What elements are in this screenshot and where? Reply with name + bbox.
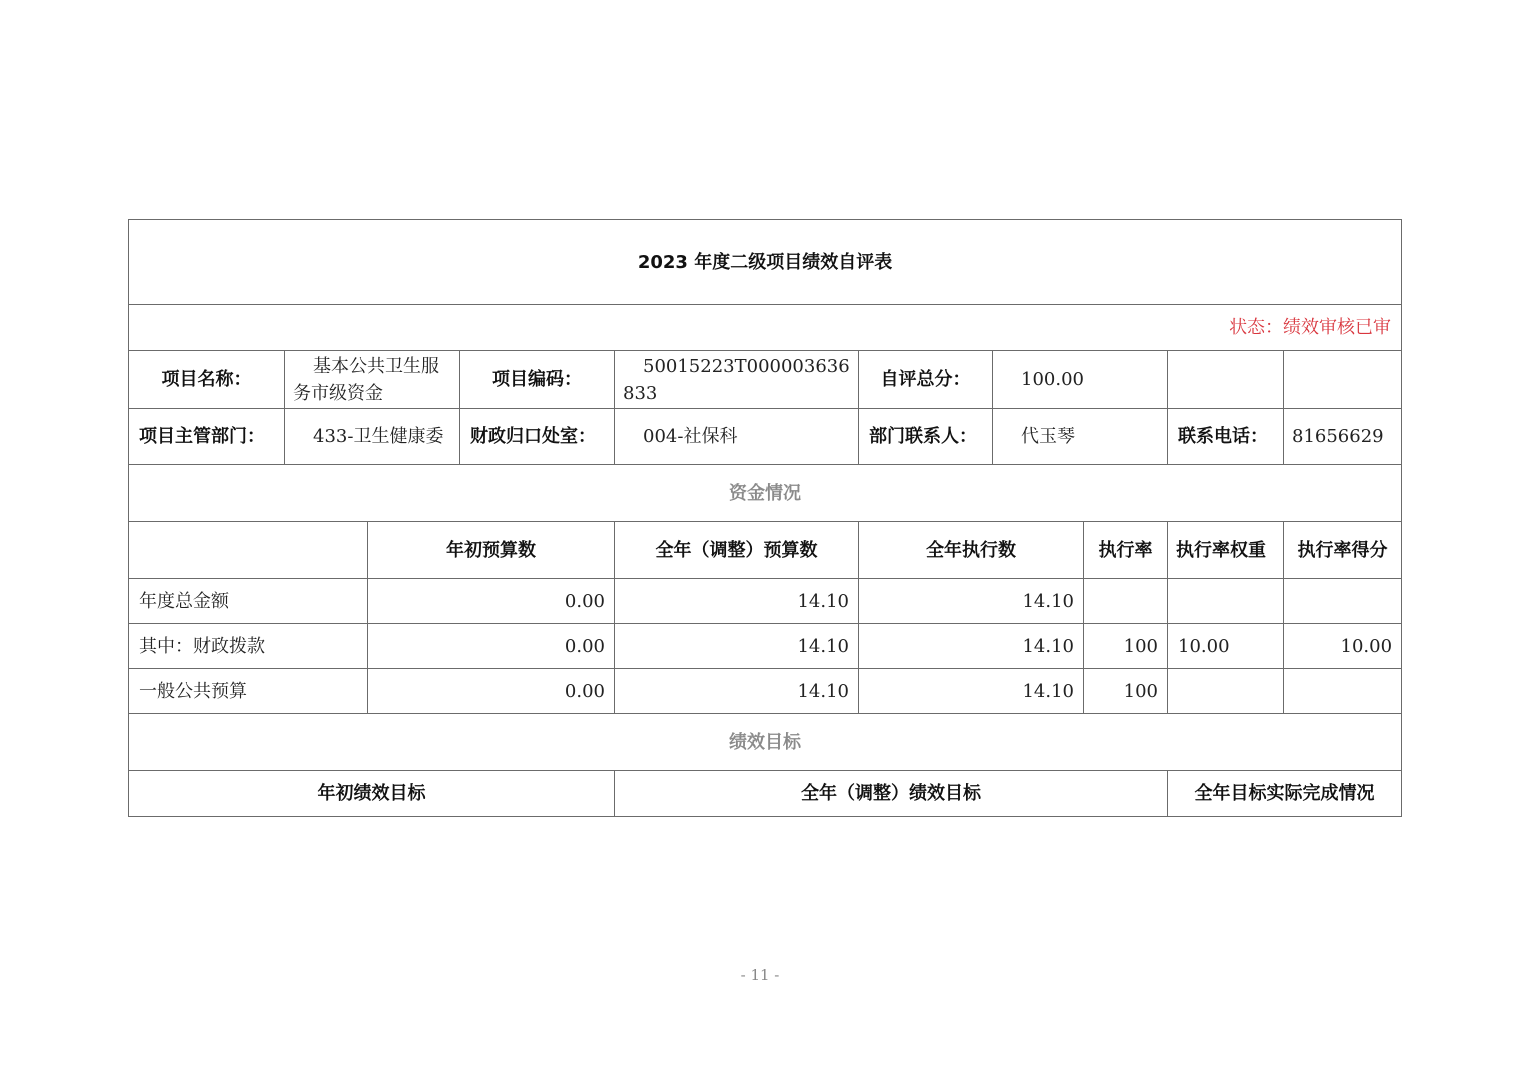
score-cell [1284,669,1402,714]
executed-cell: 14.10 [859,624,1084,669]
contact-label: 部门联系人： [859,409,993,465]
info-row-2 [129,409,1402,465]
weight-cell [1168,669,1284,714]
col-rate-weight: 执行率权重 [1168,522,1284,579]
row-label: 一般公共预算 [129,669,368,714]
initial-budget-cell: 0.00 [368,669,615,714]
phone-label: 联系电话： [1168,409,1284,465]
table-row [129,669,1402,714]
col-adjusted-target: 全年（调整）绩效目标 [615,771,1168,817]
col-execution-rate: 执行率 [1084,522,1168,579]
weight-cell [1168,579,1284,624]
project-name-value: 基本公共卫生服务市级资金 [285,351,460,409]
row-label: 其中：财政拨款 [129,624,368,669]
status-badge: 状态：绩效审核已审 [129,305,1402,351]
col-actual-completion: 全年目标实际完成情况 [1168,771,1402,817]
targets-header-row [129,771,1402,817]
dept-label: 项目主管部门： [129,409,285,465]
col-adjusted-budget: 全年（调整）预算数 [615,522,859,579]
finance-office-label: 财政归口处室： [460,409,615,465]
adjusted-budget-cell: 14.10 [615,624,859,669]
col-executed: 全年执行数 [859,522,1084,579]
phone-value: 81656629 [1284,409,1402,465]
finance-office-value: 004-社保科 [615,409,859,465]
info-row-1 [129,351,1402,409]
project-code-label: 项目编码： [460,351,615,409]
document-title: 2023 年度二级项目绩效自评表 [129,220,1402,305]
table-row [129,624,1402,669]
initial-budget-cell: 0.00 [368,579,615,624]
empty-cell [1284,351,1402,409]
page-number: - 11 - [740,966,780,984]
score-cell: 10.00 [1284,624,1402,669]
weight-cell: 10.00 [1168,624,1284,669]
col-initial-target: 年初绩效目标 [129,771,615,817]
executed-cell: 14.10 [859,669,1084,714]
adjusted-budget-cell: 14.10 [615,579,859,624]
funding-header-row [129,522,1402,579]
adjusted-budget-cell: 14.10 [615,669,859,714]
score-value: 100.00 [993,351,1168,409]
rate-cell: 100 [1084,624,1168,669]
row-label: 年度总金额 [129,579,368,624]
targets-section-heading: 绩效目标 [129,714,1402,771]
dept-value: 433-卫生健康委 [285,409,460,465]
rate-cell [1084,579,1168,624]
col-rate-score: 执行率得分 [1284,522,1402,579]
table-row [129,579,1402,624]
score-cell [1284,579,1402,624]
empty-cell [1168,351,1284,409]
initial-budget-cell: 0.00 [368,624,615,669]
project-code-value: 50015223T000003636833 [615,351,859,409]
project-name-label: 项目名称： [129,351,285,409]
score-label: 自评总分： [859,351,993,409]
funding-section-heading: 资金情况 [129,465,1402,522]
funding-header-blank [129,522,368,579]
executed-cell: 14.10 [859,579,1084,624]
col-initial-budget: 年初预算数 [368,522,615,579]
rate-cell: 100 [1084,669,1168,714]
performance-evaluation-table [128,219,1402,817]
contact-value: 代玉琴 [993,409,1168,465]
